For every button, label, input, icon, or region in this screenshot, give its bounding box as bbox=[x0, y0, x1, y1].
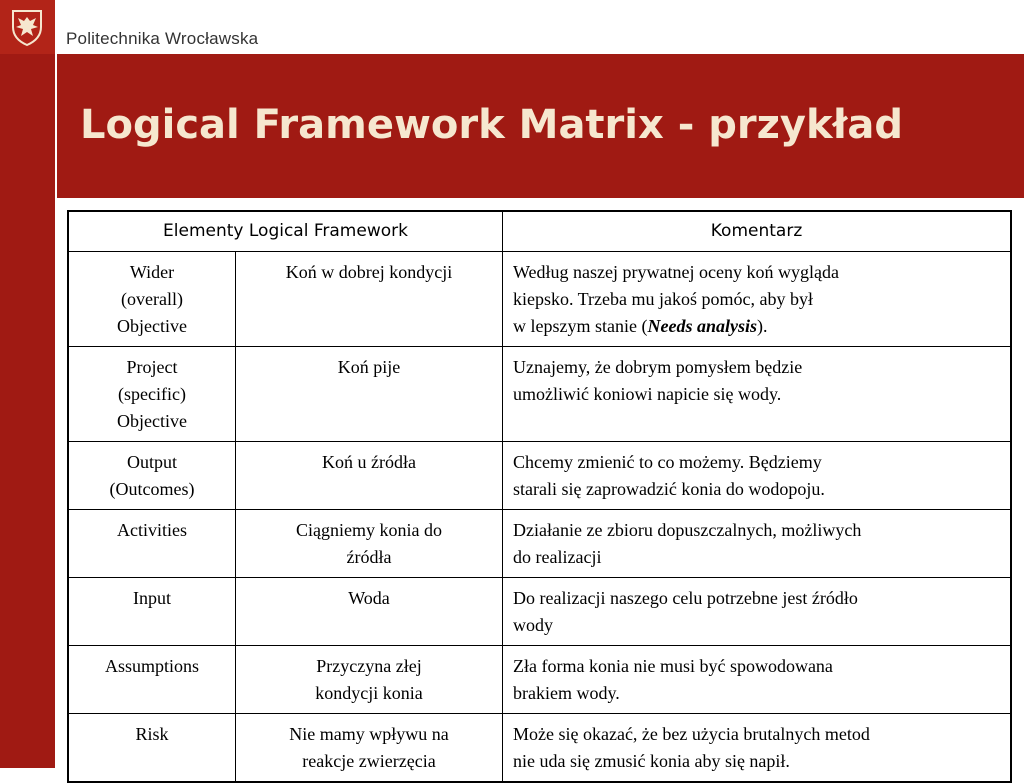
row-comment: Zła forma konia nie musi być spowodowana brakiem wody. bbox=[503, 646, 1012, 714]
row-description: Koń pije bbox=[236, 347, 503, 442]
needs-analysis-emphasis: Needs analysis bbox=[647, 316, 757, 336]
table-header-row bbox=[68, 211, 1011, 252]
row-comment: Działanie ze zbioru dopuszczalnych, możliwych do realizacji bbox=[503, 510, 1012, 578]
row-description: Koń w dobrej kondycji bbox=[236, 252, 503, 347]
row-description: Przyczyna złej kondycji konia bbox=[236, 646, 503, 714]
row-comment-tail: ). bbox=[756, 316, 768, 336]
row-comment: Może się okazać, że bez użycia brutalnych metod nie uda się zmusić konia aby się napił. bbox=[503, 714, 1012, 783]
table-row bbox=[68, 578, 1011, 646]
row-comment bbox=[503, 252, 1012, 347]
slide-title: Logical Framework Matrix - przykład bbox=[80, 102, 904, 148]
row-element: Risk bbox=[68, 714, 236, 783]
row-comment: Chcemy zmienić to co możemy. Będziemy starali się zaprowadzić konia do wodopoju. bbox=[503, 442, 1012, 510]
row-description: Woda bbox=[236, 578, 503, 646]
row-comment: Do realizacji naszego celu potrzebne jest źródło wody bbox=[503, 578, 1012, 646]
table-row bbox=[68, 714, 1011, 783]
table-row bbox=[68, 510, 1011, 578]
row-comment-text: Według naszej prywatnej oceny koń wygląda kiepsko. Trzeba mu jakoś pomóc, aby był w lepszym stanie ( bbox=[513, 262, 839, 336]
table-row bbox=[68, 442, 1011, 510]
university-logo bbox=[0, 0, 55, 54]
table-row bbox=[68, 252, 1011, 347]
row-description: Nie mamy wpływu na reakcje zwierzęcia bbox=[236, 714, 503, 783]
eagle-crest-icon bbox=[5, 5, 49, 49]
logframe-table bbox=[67, 210, 1012, 783]
row-description: Koń u źródła bbox=[236, 442, 503, 510]
table-row bbox=[68, 347, 1011, 442]
table-row bbox=[68, 646, 1011, 714]
row-element: Project (specific) Objective bbox=[68, 347, 236, 442]
row-element: Output (Outcomes) bbox=[68, 442, 236, 510]
column-header-elements: Elementy Logical Framework bbox=[68, 211, 503, 252]
left-accent-strip bbox=[0, 54, 55, 768]
row-element: Activities bbox=[68, 510, 236, 578]
row-element: Input bbox=[68, 578, 236, 646]
row-element: Wider (overall) Objective bbox=[68, 252, 236, 347]
row-comment: Uznajemy, że dobrym pomysłem będzie umożliwić koniowi napicie się wody. bbox=[503, 347, 1012, 442]
row-element: Assumptions bbox=[68, 646, 236, 714]
row-description: Ciągniemy konia do źródła bbox=[236, 510, 503, 578]
column-header-comment: Komentarz bbox=[503, 211, 1012, 252]
university-name: Politechnika Wrocławska bbox=[66, 29, 259, 48]
